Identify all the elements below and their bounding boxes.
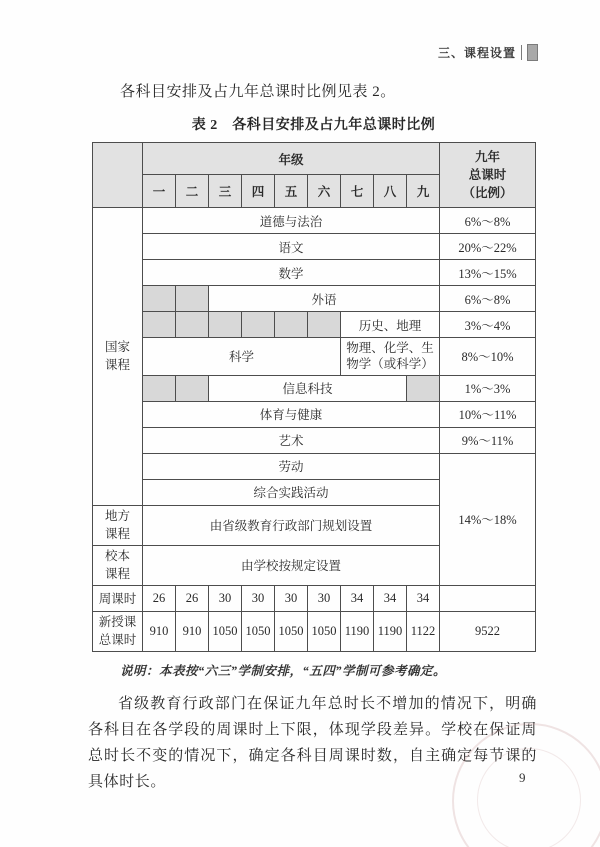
ratio-yishu: 9%～11% bbox=[440, 427, 536, 453]
total-header-line: 总课时 bbox=[468, 167, 507, 182]
blocked-cell bbox=[176, 375, 209, 401]
category-label-line: 课程 bbox=[104, 358, 130, 373]
ratio-lishidili: 3%～4% bbox=[440, 312, 536, 338]
subject-yuwen: 语文 bbox=[143, 234, 440, 260]
subject-kexue: 科学 bbox=[143, 338, 341, 376]
category-school bbox=[93, 545, 143, 585]
ratio-daode: 6%～8% bbox=[440, 208, 536, 234]
total-value-3: 1050 bbox=[209, 611, 242, 651]
subject-wuli-huaxue-shengwu: 物理、化学、生物学（或科学） bbox=[341, 338, 440, 376]
weekly-total-empty bbox=[440, 585, 536, 611]
blocked-cell bbox=[308, 312, 341, 338]
total-value-5: 1050 bbox=[275, 611, 308, 651]
blocked-cell bbox=[407, 375, 440, 401]
grade-header-8: 八 bbox=[374, 175, 407, 208]
subject-xinxi: 信息科技 bbox=[209, 375, 407, 401]
subject-laodong: 劳动 bbox=[143, 453, 440, 479]
weekly-label: 周课时 bbox=[93, 585, 143, 611]
blocked-cell bbox=[242, 312, 275, 338]
ratio-combined: 14%～18% bbox=[440, 453, 536, 585]
subject-daode: 道德与法治 bbox=[143, 208, 440, 234]
blocked-cell bbox=[143, 312, 176, 338]
category-label-line: 课程 bbox=[104, 527, 130, 541]
grade-header-5: 五 bbox=[275, 175, 308, 208]
grade-header-9: 九 bbox=[407, 175, 440, 208]
weekly-value-3: 30 bbox=[209, 585, 242, 611]
intro-paragraph: 各科目安排及占九年总课时比例见表 2。 bbox=[120, 84, 396, 100]
grade-header-4: 四 bbox=[242, 175, 275, 208]
total-value-2: 910 bbox=[176, 611, 209, 651]
subject-shuxue: 数学 bbox=[143, 260, 440, 286]
weekly-value-4: 30 bbox=[242, 585, 275, 611]
grade-group-header: 年级 bbox=[143, 143, 440, 175]
weekly-value-5: 30 bbox=[275, 585, 308, 611]
body-paragraph: 省级教育行政部门在保证九年总时长不增加的情况下，明确各科目在各学段的周课时上下限，体现学段差异。学校在保证周总时长不变的情况下，确定各科目周课时数，自主确定每节课的具体时长。 bbox=[88, 696, 537, 790]
grade-header-3: 三 bbox=[209, 175, 242, 208]
subject-zonghe: 综合实践活动 bbox=[143, 479, 440, 505]
weekly-value-1: 26 bbox=[143, 585, 176, 611]
blocked-cell bbox=[143, 286, 176, 312]
total-value-7: 1190 bbox=[341, 611, 374, 651]
blocked-cell bbox=[176, 286, 209, 312]
total-value-4: 1050 bbox=[242, 611, 275, 651]
grade-header-6: 六 bbox=[308, 175, 341, 208]
total-header-line: 九年 bbox=[475, 149, 501, 164]
subject-tiyu: 体育与健康 bbox=[143, 401, 440, 427]
subject-yishu: 艺术 bbox=[143, 427, 440, 453]
category-local bbox=[93, 505, 143, 545]
category-label-line: 校本 bbox=[104, 548, 130, 563]
blocked-cell bbox=[209, 312, 242, 338]
grade-header-7: 七 bbox=[341, 175, 374, 208]
weekly-value-8: 34 bbox=[374, 585, 407, 611]
corner-cell bbox=[93, 143, 143, 208]
total-label-line: 新授课 bbox=[98, 614, 137, 629]
grade-header-2: 二 bbox=[176, 175, 209, 208]
blocked-cell bbox=[143, 375, 176, 401]
ratio-kexue: 8%～10% bbox=[440, 338, 536, 376]
blocked-cell bbox=[176, 312, 209, 338]
running-head bbox=[438, 44, 538, 61]
school-course-desc: 由学校按规定设置 bbox=[143, 545, 440, 585]
running-head-block-icon bbox=[527, 44, 538, 61]
running-head-rule-icon bbox=[521, 45, 522, 60]
category-national bbox=[93, 208, 143, 506]
nine-year-total: 9522 bbox=[440, 611, 536, 651]
page-number: 9 bbox=[519, 770, 526, 785]
ratio-xinxi: 1%～3% bbox=[440, 375, 536, 401]
category-label-line: 课程 bbox=[104, 567, 130, 581]
subject-waiyu: 外语 bbox=[209, 286, 440, 312]
total-header-line: （比例） bbox=[462, 186, 513, 201]
ratio-tiyu: 10%～11% bbox=[440, 401, 536, 427]
weekly-value-9: 34 bbox=[407, 585, 440, 611]
ratio-yuwen: 20%～22% bbox=[440, 234, 536, 260]
local-курс-desc: 由省级教育行政部门规划设置 bbox=[143, 505, 440, 545]
total-value-8: 1190 bbox=[374, 611, 407, 651]
weekly-value-6: 30 bbox=[308, 585, 341, 611]
total-value-6: 1050 bbox=[308, 611, 341, 651]
total-value-9: 1122 bbox=[407, 611, 440, 651]
grade-header-1: 一 bbox=[143, 175, 176, 208]
table-note: 说明：本表按“六三”学制安排，“五四”学制可参考确定。 bbox=[120, 664, 447, 678]
total-column-header bbox=[440, 143, 536, 208]
category-label-line: 地方 bbox=[104, 508, 130, 523]
weekly-value-2: 26 bbox=[176, 585, 209, 611]
total-value-1: 910 bbox=[143, 611, 176, 651]
total-label bbox=[93, 611, 143, 651]
subject-lishidili: 历史、地理 bbox=[341, 312, 440, 338]
blocked-cell bbox=[275, 312, 308, 338]
running-head-title: 三、课程设置 bbox=[437, 46, 516, 60]
ratio-shuxue: 13%～15% bbox=[440, 260, 536, 286]
table-title: 表 2 各科目安排及占九年总课时比例 bbox=[191, 118, 436, 133]
total-label-line: 总课时 bbox=[98, 633, 137, 647]
ratio-waiyu: 6%～8% bbox=[440, 286, 536, 312]
weekly-value-7: 34 bbox=[341, 585, 374, 611]
category-label-line: 国家 bbox=[104, 340, 130, 355]
curriculum-table bbox=[92, 142, 536, 652]
